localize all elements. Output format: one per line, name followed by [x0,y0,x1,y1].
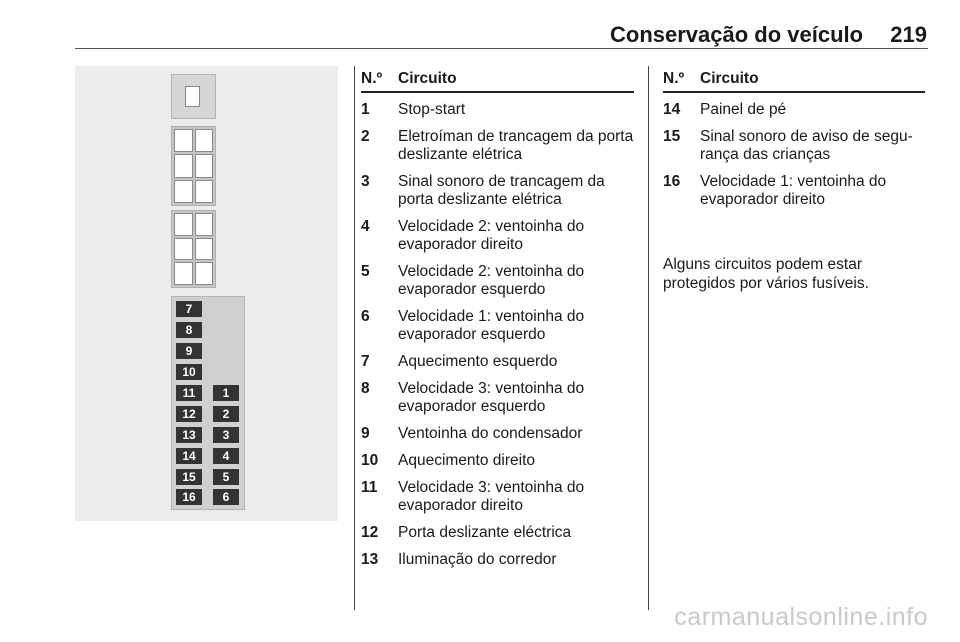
row-circuit: Aquecimento direito [398,452,535,469]
table-row [361,380,634,416]
fuse-label: 10 [176,364,202,380]
row-circuit: Eletroíman de trancagem da porta deslizante elétrica [398,128,634,163]
relay-slot [171,74,216,119]
row-circuit: Velocidade 1: ventoinha do evaporador esquerdo [398,308,585,343]
row-circuit: Sinal sonoro de trancagem da porta deslizante elétrica [398,173,605,208]
row-number: 9 [361,425,370,442]
fuse-grid-upper [171,126,216,206]
fuse-label: 6 [213,489,239,505]
fuse-label: 8 [176,322,202,338]
page-number: 219 [890,22,927,47]
table-body [663,101,925,209]
row-circuit: Sinal sonoro de aviso de segu-rança das crianças [700,128,913,163]
table-row [361,308,634,344]
row-circuit: Velocidade 1: ventoinha do evaporador direito [700,173,887,208]
table-row [361,353,634,371]
row-number: 11 [361,479,378,496]
fuse-slot [195,154,214,177]
row-circuit: Stop-start [398,101,466,118]
footnote-text: Alguns circuitos podem estar protegidos por vários fusíveis. [663,256,869,292]
row-circuit: Ventoinha do condensador [398,425,583,442]
column-header-number: N.º [361,70,383,87]
fuse-label: 1 [213,385,239,401]
row-number: 4 [361,218,370,235]
relay-slot-inner [185,86,200,107]
fuse-slot [195,238,214,261]
fuse-slot [195,213,214,236]
header-divider [75,48,928,49]
table-row [361,425,634,443]
fuse-slot [174,262,193,285]
fuse-slot [174,213,193,236]
row-circuit: Painel de pé [700,101,787,118]
table-row [361,524,634,542]
row-number: 15 [663,128,681,145]
row-circuit: Aquecimento esquerdo [398,353,558,370]
column-header-circuit: Circuito [398,70,457,87]
table-row [361,173,634,209]
row-circuit: Porta deslizante eléctrica [398,524,572,541]
row-circuit: Iluminação do corredor [398,551,557,568]
fuse-slot [195,262,214,285]
page-title: Conservação do veículo [610,22,864,47]
row-number: 8 [361,380,370,397]
fuse-label: 11 [176,385,202,401]
fuse-box-figure [75,66,338,521]
row-circuit: Velocidade 2: ventoinha do evaporador direito [398,218,585,253]
row-number: 13 [361,551,379,568]
fuse-label: 3 [213,427,239,443]
table-row [361,263,634,299]
row-number: 14 [663,101,681,118]
table-row [361,551,634,569]
fuse-label: 9 [176,343,202,359]
fuse-label: 13 [176,427,202,443]
fuse-slot [174,180,193,203]
table-row [361,479,634,515]
row-circuit: Velocidade 3: ventoinha do evaporador direito [398,479,585,514]
column-divider-left [354,66,355,610]
table-row [361,218,634,254]
table-row [663,128,925,164]
row-number: 7 [361,353,370,370]
row-number: 6 [361,308,370,325]
column-header-number: N.º [663,70,685,87]
row-number: 16 [663,173,681,190]
row-number: 5 [361,263,370,280]
row-number: 2 [361,128,370,145]
row-number: 1 [361,101,370,118]
row-circuit: Velocidade 3: ventoinha do evaporador esquerdo [398,380,585,415]
table-row [361,452,634,470]
fuse-label: 14 [176,448,202,464]
row-number: 12 [361,524,379,541]
row-number: 10 [361,452,379,469]
table-row [361,128,634,164]
table-header [663,70,925,93]
fuse-slot [174,238,193,261]
fuse-label: 15 [176,469,202,485]
fuse-label: 16 [176,489,202,505]
column-header-circuit: Circuito [700,70,759,87]
column-divider-right [648,66,649,610]
fuse-label: 4 [213,448,239,464]
table-body [361,101,634,569]
circuit-table-right [663,70,925,209]
fuse-panel [171,296,245,510]
table-row [663,101,925,119]
row-number: 3 [361,173,370,190]
fuse-label: 7 [176,301,202,317]
fuse-slot [195,180,214,203]
row-circuit: Velocidade 2: ventoinha do evaporador esquerdo [398,263,585,298]
table-header [361,70,634,93]
fuse-slot [174,154,193,177]
fuse-label: 12 [176,406,202,422]
fuse-label: 5 [213,469,239,485]
table-row [361,101,634,119]
fuse-slot [174,129,193,152]
fuse-grid-middle [171,210,216,288]
fuse-slot [195,129,214,152]
circuit-table-left [361,70,634,569]
fuse-label: 2 [213,406,239,422]
watermark: carmanualsonline.info [674,603,928,631]
table-row [663,173,925,209]
